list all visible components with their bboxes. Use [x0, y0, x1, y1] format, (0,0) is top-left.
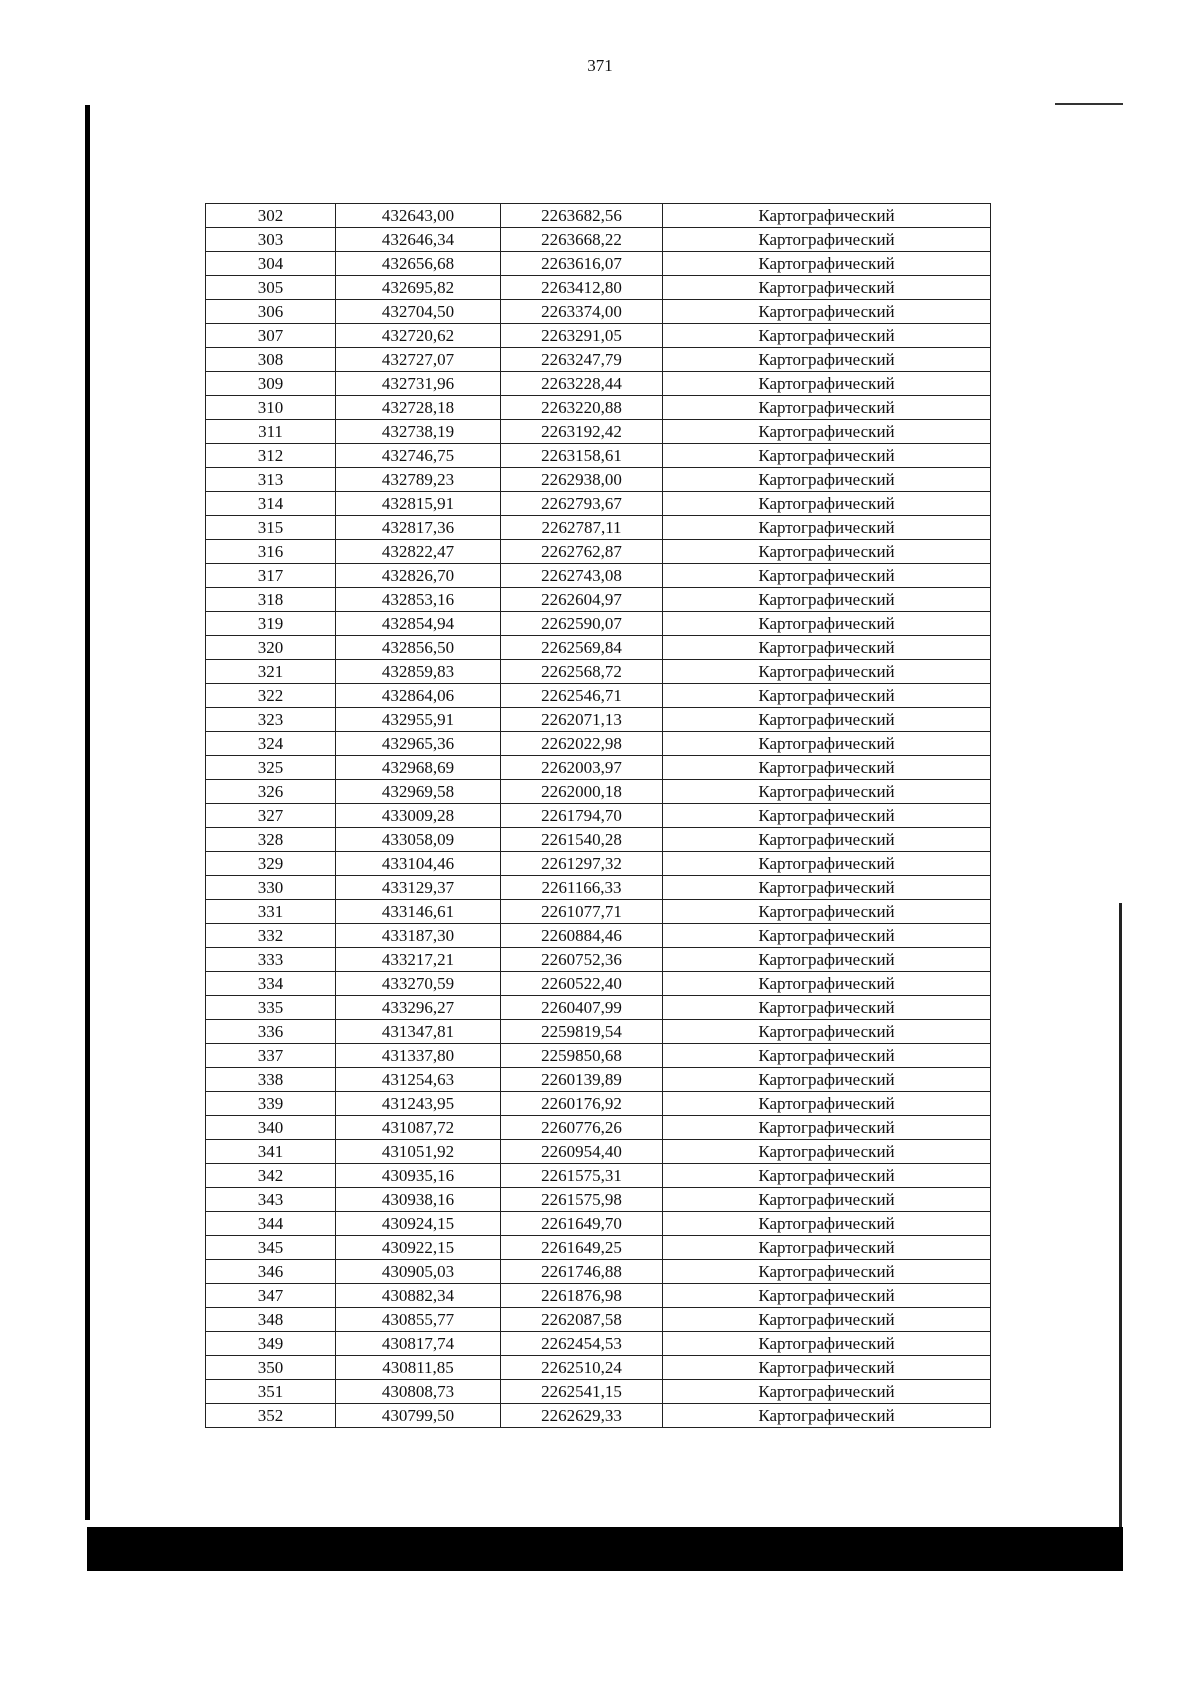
x-coordinate-cell: 433270,59 [336, 972, 501, 996]
method-cell: Картографический [663, 1284, 991, 1308]
x-coordinate-cell: 432955,91 [336, 708, 501, 732]
scan-edge-left [85, 105, 90, 1520]
x-coordinate-cell: 430922,15 [336, 1236, 501, 1260]
y-coordinate-cell: 2262003,97 [501, 756, 663, 780]
table-row [206, 1164, 991, 1188]
y-coordinate-cell: 2259819,54 [501, 1020, 663, 1044]
point-number-cell: 347 [206, 1284, 336, 1308]
x-coordinate-cell: 433129,37 [336, 876, 501, 900]
y-coordinate-cell: 2261540,28 [501, 828, 663, 852]
x-coordinate-cell: 432731,96 [336, 372, 501, 396]
method-cell: Картографический [663, 924, 991, 948]
table-row [206, 1260, 991, 1284]
y-coordinate-cell: 2262000,18 [501, 780, 663, 804]
x-coordinate-cell: 430855,77 [336, 1308, 501, 1332]
y-coordinate-cell: 2261746,88 [501, 1260, 663, 1284]
scan-edge-right [1119, 903, 1122, 1533]
x-coordinate-cell: 432746,75 [336, 444, 501, 468]
method-cell: Картографический [663, 972, 991, 996]
point-number-cell: 317 [206, 564, 336, 588]
point-number-cell: 324 [206, 732, 336, 756]
point-number-cell: 319 [206, 612, 336, 636]
point-number-cell: 312 [206, 444, 336, 468]
method-cell: Картографический [663, 1212, 991, 1236]
x-coordinate-cell: 431051,92 [336, 1140, 501, 1164]
y-coordinate-cell: 2263192,42 [501, 420, 663, 444]
method-cell: Картографический [663, 348, 991, 372]
method-cell: Картографический [663, 1404, 991, 1428]
method-cell: Картографический [663, 756, 991, 780]
y-coordinate-cell: 2262454,53 [501, 1332, 663, 1356]
table-row [206, 924, 991, 948]
method-cell: Картографический [663, 1116, 991, 1140]
method-cell: Картографический [663, 564, 991, 588]
point-number-cell: 314 [206, 492, 336, 516]
method-cell: Картографический [663, 588, 991, 612]
x-coordinate-cell: 432854,94 [336, 612, 501, 636]
method-cell: Картографический [663, 396, 991, 420]
point-number-cell: 332 [206, 924, 336, 948]
x-coordinate-cell: 430938,16 [336, 1188, 501, 1212]
method-cell: Картографический [663, 852, 991, 876]
point-number-cell: 335 [206, 996, 336, 1020]
table-row [206, 756, 991, 780]
x-coordinate-cell: 430811,85 [336, 1356, 501, 1380]
method-cell: Картографический [663, 324, 991, 348]
point-number-cell: 329 [206, 852, 336, 876]
point-number-cell: 343 [206, 1188, 336, 1212]
table-row [206, 1116, 991, 1140]
method-cell: Картографический [663, 1380, 991, 1404]
y-coordinate-cell: 2263412,80 [501, 276, 663, 300]
coordinates-table-body [206, 204, 991, 1428]
x-coordinate-cell: 432859,83 [336, 660, 501, 684]
point-number-cell: 336 [206, 1020, 336, 1044]
scan-edge-top-right [1055, 103, 1123, 105]
point-number-cell: 323 [206, 708, 336, 732]
x-coordinate-cell: 430882,34 [336, 1284, 501, 1308]
point-number-cell: 334 [206, 972, 336, 996]
table-row [206, 1020, 991, 1044]
x-coordinate-cell: 431254,63 [336, 1068, 501, 1092]
method-cell: Картографический [663, 1020, 991, 1044]
point-number-cell: 331 [206, 900, 336, 924]
point-number-cell: 346 [206, 1260, 336, 1284]
point-number-cell: 318 [206, 588, 336, 612]
method-cell: Картографический [663, 1260, 991, 1284]
point-number-cell: 303 [206, 228, 336, 252]
point-number-cell: 313 [206, 468, 336, 492]
x-coordinate-cell: 430905,03 [336, 1260, 501, 1284]
method-cell: Картографический [663, 492, 991, 516]
y-coordinate-cell: 2263228,44 [501, 372, 663, 396]
table-row [206, 1284, 991, 1308]
point-number-cell: 345 [206, 1236, 336, 1260]
table-row [206, 948, 991, 972]
method-cell: Картографический [663, 948, 991, 972]
table-row [206, 420, 991, 444]
x-coordinate-cell: 432738,19 [336, 420, 501, 444]
y-coordinate-cell: 2262568,72 [501, 660, 663, 684]
method-cell: Картографический [663, 996, 991, 1020]
y-coordinate-cell: 2260776,26 [501, 1116, 663, 1140]
table-row [206, 804, 991, 828]
table-row [206, 1236, 991, 1260]
table-row [206, 204, 991, 228]
point-number-cell: 349 [206, 1332, 336, 1356]
x-coordinate-cell: 431337,80 [336, 1044, 501, 1068]
y-coordinate-cell: 2263682,56 [501, 204, 663, 228]
method-cell: Картографический [663, 540, 991, 564]
y-coordinate-cell: 2261077,71 [501, 900, 663, 924]
point-number-cell: 304 [206, 252, 336, 276]
y-coordinate-cell: 2263374,00 [501, 300, 663, 324]
y-coordinate-cell: 2262762,87 [501, 540, 663, 564]
y-coordinate-cell: 2261297,32 [501, 852, 663, 876]
table-row [206, 972, 991, 996]
table-row [206, 780, 991, 804]
y-coordinate-cell: 2260884,46 [501, 924, 663, 948]
table-row [206, 588, 991, 612]
point-number-cell: 338 [206, 1068, 336, 1092]
x-coordinate-cell: 431347,81 [336, 1020, 501, 1044]
point-number-cell: 316 [206, 540, 336, 564]
y-coordinate-cell: 2263220,88 [501, 396, 663, 420]
x-coordinate-cell: 432646,34 [336, 228, 501, 252]
y-coordinate-cell: 2263247,79 [501, 348, 663, 372]
table-row [206, 1404, 991, 1428]
x-coordinate-cell: 432789,23 [336, 468, 501, 492]
y-coordinate-cell: 2259850,68 [501, 1044, 663, 1068]
point-number-cell: 307 [206, 324, 336, 348]
y-coordinate-cell: 2263291,05 [501, 324, 663, 348]
table-row [206, 492, 991, 516]
y-coordinate-cell: 2261794,70 [501, 804, 663, 828]
method-cell: Картографический [663, 444, 991, 468]
table-row [206, 1212, 991, 1236]
method-cell: Картографический [663, 1356, 991, 1380]
method-cell: Картографический [663, 420, 991, 444]
x-coordinate-cell: 432968,69 [336, 756, 501, 780]
x-coordinate-cell: 432656,68 [336, 252, 501, 276]
table-row [206, 1044, 991, 1068]
x-coordinate-cell: 432856,50 [336, 636, 501, 660]
point-number-cell: 308 [206, 348, 336, 372]
method-cell: Картографический [663, 300, 991, 324]
method-cell: Картографический [663, 1044, 991, 1068]
x-coordinate-cell: 432815,91 [336, 492, 501, 516]
y-coordinate-cell: 2260752,36 [501, 948, 663, 972]
method-cell: Картографический [663, 732, 991, 756]
table-row [206, 300, 991, 324]
table-row [206, 684, 991, 708]
x-coordinate-cell: 430924,15 [336, 1212, 501, 1236]
method-cell: Картографический [663, 1140, 991, 1164]
method-cell: Картографический [663, 708, 991, 732]
y-coordinate-cell: 2261575,98 [501, 1188, 663, 1212]
point-number-cell: 315 [206, 516, 336, 540]
x-coordinate-cell: 430799,50 [336, 1404, 501, 1428]
method-cell: Картографический [663, 1236, 991, 1260]
method-cell: Картографический [663, 660, 991, 684]
point-number-cell: 328 [206, 828, 336, 852]
y-coordinate-cell: 2262743,08 [501, 564, 663, 588]
table-row [206, 372, 991, 396]
table-row [206, 660, 991, 684]
x-coordinate-cell: 432727,07 [336, 348, 501, 372]
table-row [206, 612, 991, 636]
y-coordinate-cell: 2261166,33 [501, 876, 663, 900]
x-coordinate-cell: 431243,95 [336, 1092, 501, 1116]
y-coordinate-cell: 2262546,71 [501, 684, 663, 708]
point-number-cell: 326 [206, 780, 336, 804]
y-coordinate-cell: 2262938,00 [501, 468, 663, 492]
x-coordinate-cell: 432643,00 [336, 204, 501, 228]
point-number-cell: 351 [206, 1380, 336, 1404]
point-number-cell: 311 [206, 420, 336, 444]
point-number-cell: 322 [206, 684, 336, 708]
point-number-cell: 333 [206, 948, 336, 972]
table-row [206, 228, 991, 252]
method-cell: Картографический [663, 252, 991, 276]
table-row [206, 564, 991, 588]
x-coordinate-cell: 433058,09 [336, 828, 501, 852]
table-row [206, 876, 991, 900]
y-coordinate-cell: 2260176,92 [501, 1092, 663, 1116]
table-row [206, 708, 991, 732]
method-cell: Картографический [663, 1092, 991, 1116]
y-coordinate-cell: 2262071,13 [501, 708, 663, 732]
x-coordinate-cell: 432864,06 [336, 684, 501, 708]
method-cell: Картографический [663, 828, 991, 852]
method-cell: Картографический [663, 876, 991, 900]
method-cell: Картографический [663, 1188, 991, 1212]
point-number-cell: 348 [206, 1308, 336, 1332]
x-coordinate-cell: 432728,18 [336, 396, 501, 420]
table-row [206, 1188, 991, 1212]
point-number-cell: 309 [206, 372, 336, 396]
method-cell: Картографический [663, 804, 991, 828]
x-coordinate-cell: 433009,28 [336, 804, 501, 828]
method-cell: Картографический [663, 636, 991, 660]
y-coordinate-cell: 2260522,40 [501, 972, 663, 996]
y-coordinate-cell: 2260407,99 [501, 996, 663, 1020]
method-cell: Картографический [663, 372, 991, 396]
table-row [206, 1356, 991, 1380]
x-coordinate-cell: 432720,62 [336, 324, 501, 348]
point-number-cell: 350 [206, 1356, 336, 1380]
method-cell: Картографический [663, 228, 991, 252]
point-number-cell: 306 [206, 300, 336, 324]
y-coordinate-cell: 2261649,25 [501, 1236, 663, 1260]
table-row [206, 852, 991, 876]
y-coordinate-cell: 2262793,67 [501, 492, 663, 516]
x-coordinate-cell: 433187,30 [336, 924, 501, 948]
y-coordinate-cell: 2263158,61 [501, 444, 663, 468]
y-coordinate-cell: 2260954,40 [501, 1140, 663, 1164]
point-number-cell: 340 [206, 1116, 336, 1140]
point-number-cell: 337 [206, 1044, 336, 1068]
point-number-cell: 352 [206, 1404, 336, 1428]
y-coordinate-cell: 2262087,58 [501, 1308, 663, 1332]
x-coordinate-cell: 433217,21 [336, 948, 501, 972]
table-row [206, 1380, 991, 1404]
method-cell: Картографический [663, 900, 991, 924]
y-coordinate-cell: 2263616,07 [501, 252, 663, 276]
method-cell: Картографический [663, 684, 991, 708]
method-cell: Картографический [663, 204, 991, 228]
point-number-cell: 341 [206, 1140, 336, 1164]
method-cell: Картографический [663, 468, 991, 492]
point-number-cell: 310 [206, 396, 336, 420]
y-coordinate-cell: 2261575,31 [501, 1164, 663, 1188]
method-cell: Картографический [663, 1308, 991, 1332]
table-row [206, 276, 991, 300]
method-cell: Картографический [663, 1332, 991, 1356]
y-coordinate-cell: 2260139,89 [501, 1068, 663, 1092]
y-coordinate-cell: 2262787,11 [501, 516, 663, 540]
method-cell: Картографический [663, 276, 991, 300]
table-row [206, 996, 991, 1020]
point-number-cell: 327 [206, 804, 336, 828]
point-number-cell: 342 [206, 1164, 336, 1188]
y-coordinate-cell: 2261649,70 [501, 1212, 663, 1236]
method-cell: Картографический [663, 1164, 991, 1188]
x-coordinate-cell: 432969,58 [336, 780, 501, 804]
table-row [206, 1308, 991, 1332]
point-number-cell: 321 [206, 660, 336, 684]
x-coordinate-cell: 430935,16 [336, 1164, 501, 1188]
x-coordinate-cell: 433104,46 [336, 852, 501, 876]
table-row [206, 900, 991, 924]
coordinates-table [205, 203, 991, 1428]
table-row [206, 1140, 991, 1164]
table-row [206, 828, 991, 852]
table-row [206, 540, 991, 564]
y-coordinate-cell: 2262510,24 [501, 1356, 663, 1380]
point-number-cell: 320 [206, 636, 336, 660]
x-coordinate-cell: 432822,47 [336, 540, 501, 564]
scan-edge-bottom [87, 1527, 1123, 1571]
y-coordinate-cell: 2263668,22 [501, 228, 663, 252]
y-coordinate-cell: 2261876,98 [501, 1284, 663, 1308]
point-number-cell: 325 [206, 756, 336, 780]
x-coordinate-cell: 430808,73 [336, 1380, 501, 1404]
method-cell: Картографический [663, 612, 991, 636]
table-row [206, 252, 991, 276]
method-cell: Картографический [663, 780, 991, 804]
method-cell: Картографический [663, 1068, 991, 1092]
table-row [206, 444, 991, 468]
table-row [206, 396, 991, 420]
point-number-cell: 305 [206, 276, 336, 300]
y-coordinate-cell: 2262590,07 [501, 612, 663, 636]
x-coordinate-cell: 433296,27 [336, 996, 501, 1020]
table-row [206, 1068, 991, 1092]
x-coordinate-cell: 431087,72 [336, 1116, 501, 1140]
x-coordinate-cell: 432704,50 [336, 300, 501, 324]
x-coordinate-cell: 432965,36 [336, 732, 501, 756]
x-coordinate-cell: 432853,16 [336, 588, 501, 612]
point-number-cell: 330 [206, 876, 336, 900]
table-row [206, 348, 991, 372]
point-number-cell: 339 [206, 1092, 336, 1116]
table-row [206, 1092, 991, 1116]
y-coordinate-cell: 2262629,33 [501, 1404, 663, 1428]
table-row [206, 324, 991, 348]
y-coordinate-cell: 2262022,98 [501, 732, 663, 756]
point-number-cell: 344 [206, 1212, 336, 1236]
table-row [206, 732, 991, 756]
x-coordinate-cell: 430817,74 [336, 1332, 501, 1356]
y-coordinate-cell: 2262541,15 [501, 1380, 663, 1404]
method-cell: Картографический [663, 516, 991, 540]
y-coordinate-cell: 2262569,84 [501, 636, 663, 660]
table-row [206, 636, 991, 660]
y-coordinate-cell: 2262604,97 [501, 588, 663, 612]
x-coordinate-cell: 432826,70 [336, 564, 501, 588]
table-row [206, 1332, 991, 1356]
x-coordinate-cell: 433146,61 [336, 900, 501, 924]
coordinates-table-container [205, 203, 990, 1428]
x-coordinate-cell: 432817,36 [336, 516, 501, 540]
point-number-cell: 302 [206, 204, 336, 228]
page-number: 371 [587, 56, 613, 75]
x-coordinate-cell: 432695,82 [336, 276, 501, 300]
table-row [206, 468, 991, 492]
table-row [206, 516, 991, 540]
